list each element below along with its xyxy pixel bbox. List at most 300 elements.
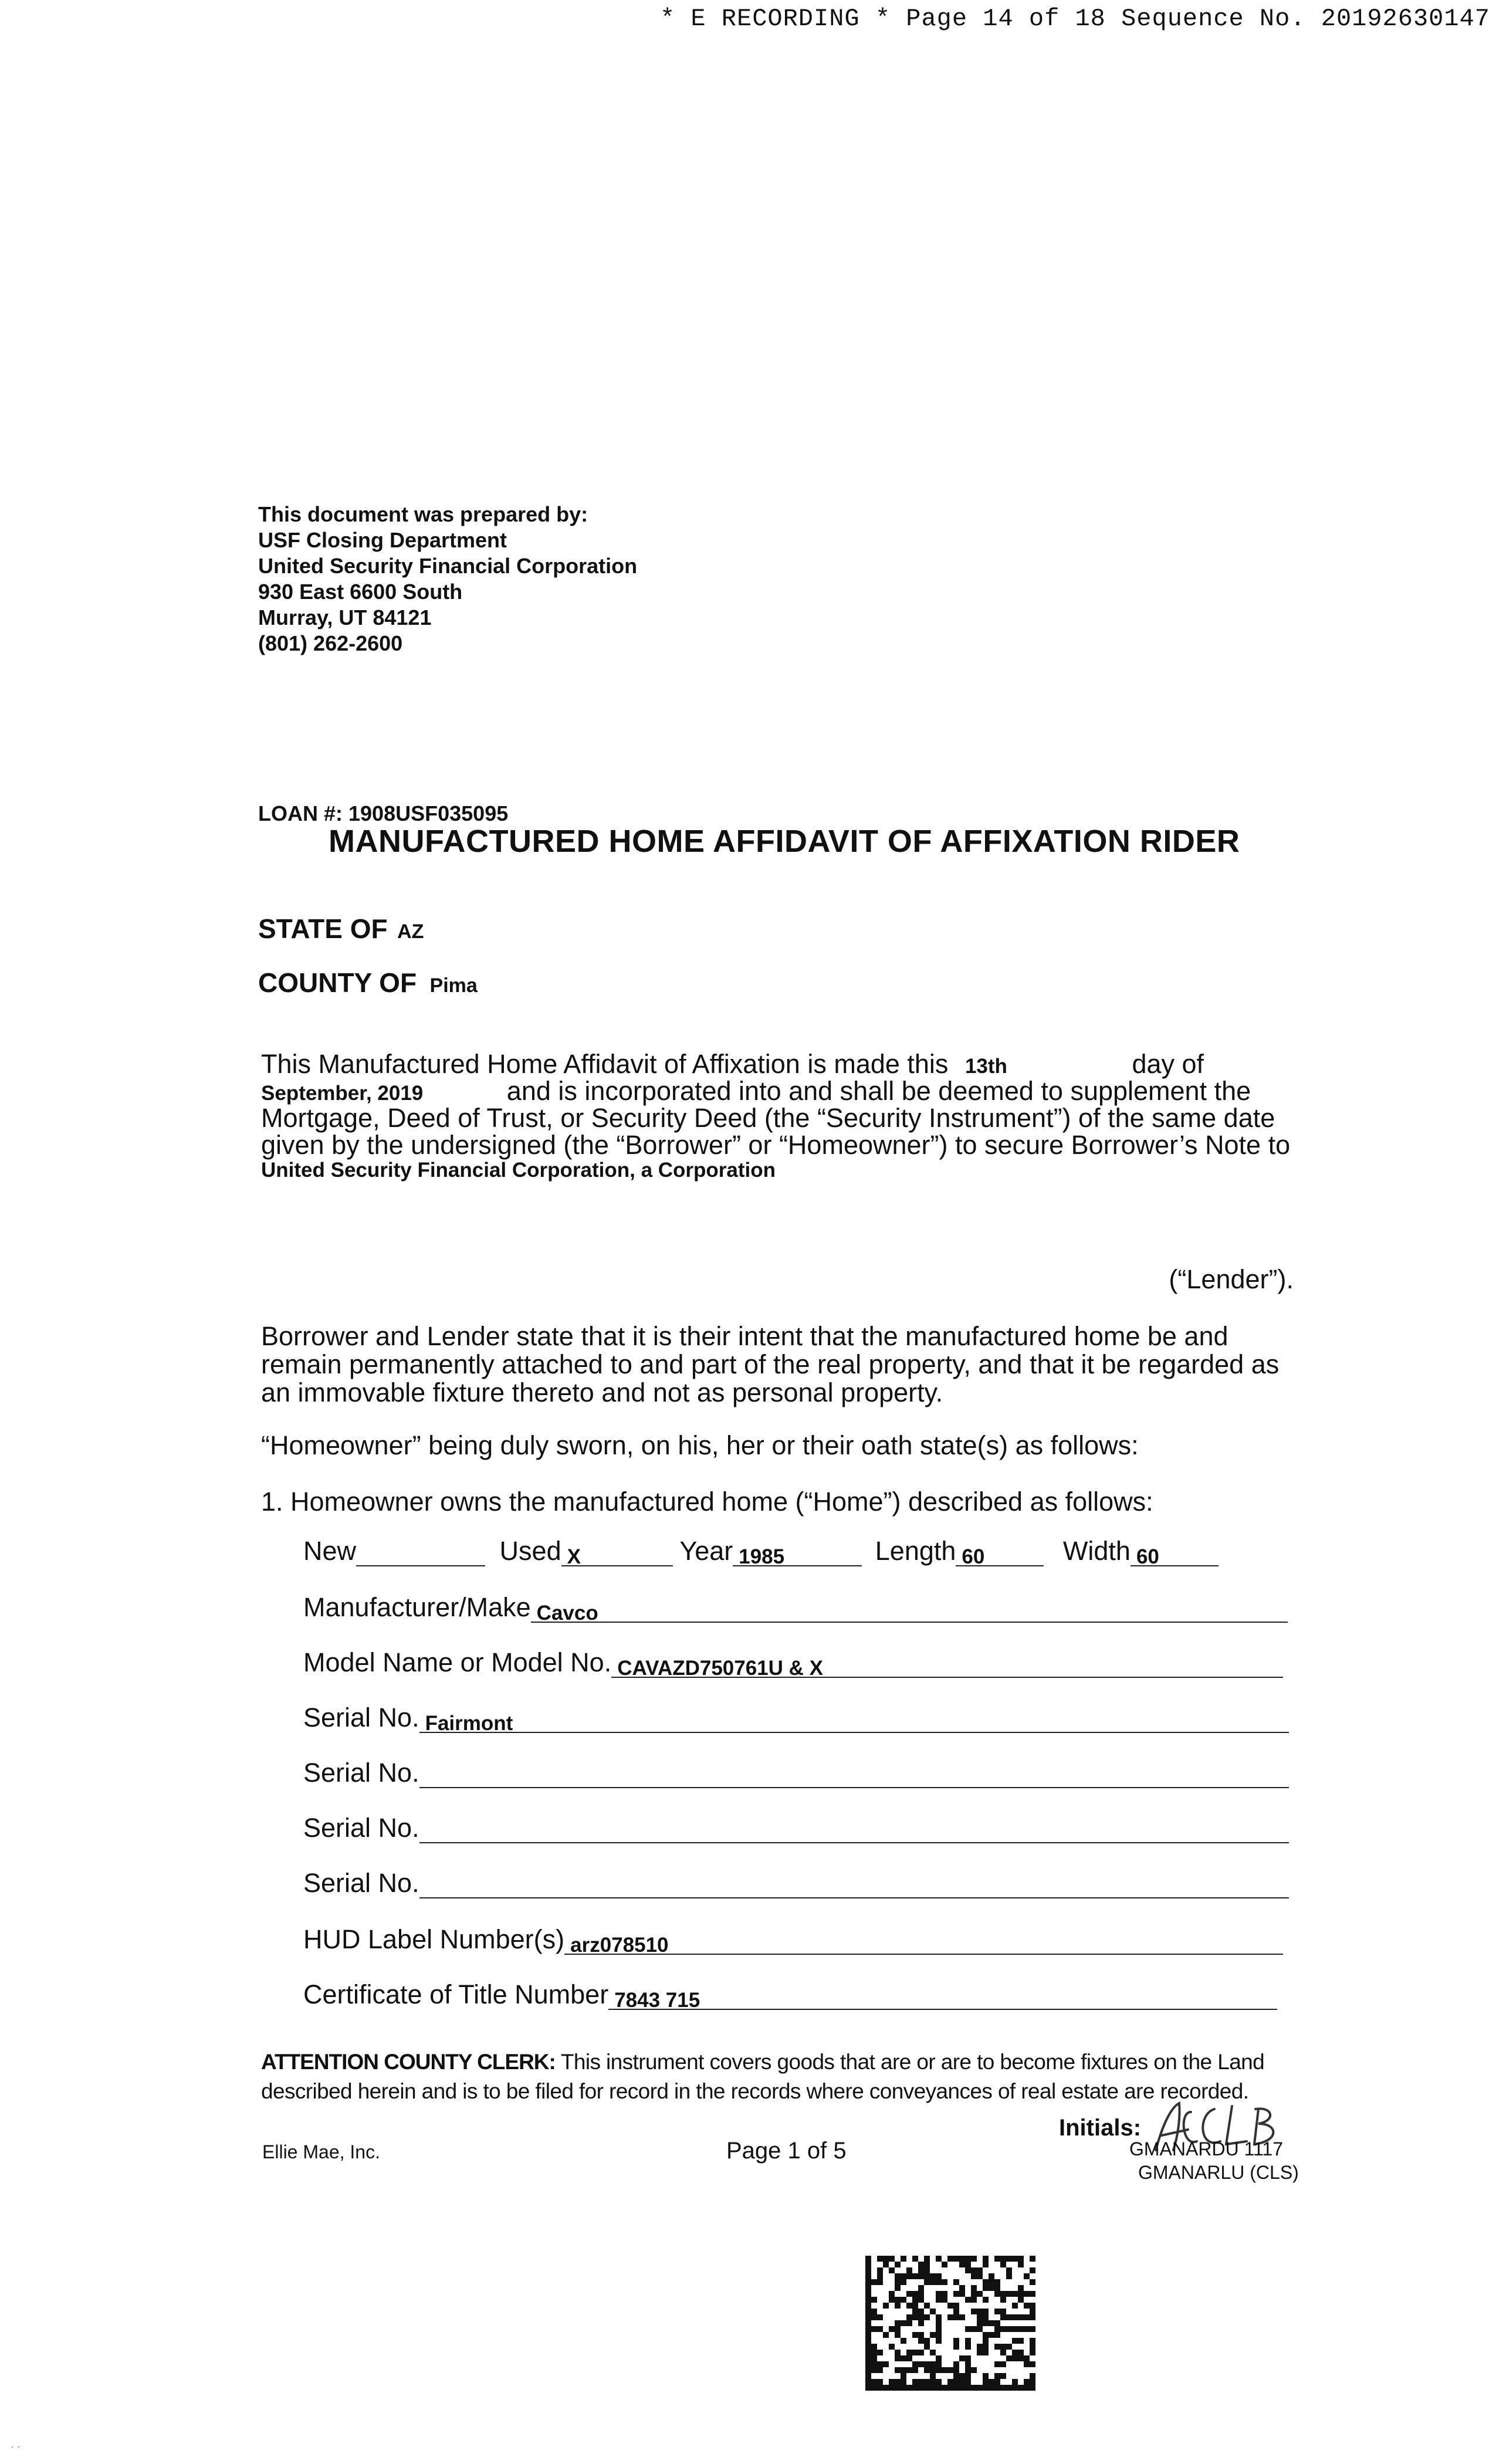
barcode-module — [865, 2291, 871, 2297]
barcode-module — [977, 2350, 983, 2355]
barcode-module — [989, 2320, 994, 2326]
new-field — [356, 1538, 485, 1566]
barcode-module — [906, 2291, 912, 2297]
barcode-module — [989, 2379, 994, 2385]
barcode-module — [901, 2385, 906, 2391]
barcode-module — [924, 2256, 930, 2262]
barcode-module — [1018, 2326, 1024, 2332]
hud-field — [564, 1927, 1283, 1955]
barcode-module — [918, 2385, 924, 2391]
barcode-module — [924, 2361, 930, 2367]
title-cert-label: Certificate of Title Number — [303, 1979, 609, 2009]
hud-value: arz078510 — [570, 1934, 669, 1957]
barcode-module — [953, 2385, 959, 2391]
barcode-module — [871, 2297, 877, 2303]
barcode-module — [912, 2309, 918, 2314]
barcode-module — [971, 2285, 977, 2291]
barcode-module — [1024, 2361, 1030, 2367]
intro-line-3: Mortgage, Deed of Trust, or Security Deed (the “Security Instrument”) of the same date — [261, 1103, 1275, 1133]
serial-row — [303, 1758, 1289, 1793]
barcode-module — [971, 2291, 977, 2297]
barcode-module — [865, 2367, 871, 2373]
barcode-module — [936, 2385, 942, 2391]
width-field — [1131, 1538, 1219, 1566]
barcode-module — [1030, 2279, 1035, 2285]
oath-line: “Homeowner” being duly sworn, on his, her or their oath state(s) as follows: — [261, 1430, 1139, 1460]
serial-row — [303, 1868, 1289, 1903]
prepared-by-line: United Security Financial Corporation — [258, 554, 638, 578]
barcode-module — [1006, 2385, 1012, 2391]
state-value: AZ — [397, 920, 424, 943]
barcode-module — [1024, 2326, 1030, 2332]
barcode-module — [953, 2279, 959, 2285]
barcode-module — [1000, 2326, 1006, 2332]
barcode-module — [912, 2273, 918, 2279]
barcode-module — [877, 2367, 883, 2373]
barcode-module — [1030, 2267, 1035, 2273]
barcode-module — [994, 2256, 1000, 2262]
intro-day: 13th — [964, 1055, 1007, 1078]
barcode-module — [912, 2361, 918, 2367]
barcode-module — [947, 2385, 953, 2391]
intro-month-year: September, 2019 — [261, 1082, 424, 1105]
barcode-module — [965, 2326, 971, 2332]
barcode-module — [889, 2385, 895, 2391]
barcode-module — [971, 2326, 977, 2332]
barcode-module — [912, 2303, 918, 2309]
barcode-module — [901, 2338, 906, 2344]
loan-number: 1908USF035095 — [348, 801, 509, 825]
barcode-module — [906, 2385, 912, 2391]
serial-label: Serial No. — [303, 1703, 419, 1732]
barcode-module — [1018, 2350, 1024, 2355]
barcode-module — [953, 2291, 959, 2297]
barcode-module — [983, 2309, 989, 2314]
year-field — [733, 1538, 862, 1566]
model-field — [611, 1650, 1283, 1678]
intro-line-4: given by the undersigned (the “Borrower” or “Homeowner”) to secure Borrower’s Note to — [261, 1130, 1291, 1160]
barcode-module — [895, 2273, 901, 2279]
serial-row — [303, 1703, 1289, 1738]
barcode-module — [871, 2367, 877, 2373]
barcode-module — [912, 2350, 918, 2355]
barcode-module — [918, 2297, 924, 2303]
barcode-module — [947, 2256, 953, 2262]
barcode-module — [1030, 2350, 1035, 2355]
barcode-module — [983, 2320, 989, 2326]
barcode-module — [994, 2285, 1000, 2291]
barcode-module — [912, 2332, 918, 2338]
barcode-module — [924, 2303, 930, 2309]
barcode-module — [865, 2314, 871, 2320]
barcode-module — [959, 2373, 965, 2379]
barcode-module — [883, 2303, 889, 2309]
barcode-module — [1006, 2291, 1012, 2297]
barcode-module — [877, 2273, 883, 2279]
barcode-module — [1018, 2385, 1024, 2391]
barcode-module — [1024, 2314, 1030, 2320]
barcode-module — [895, 2355, 901, 2361]
barcode-module — [1018, 2256, 1024, 2262]
barcode-module — [930, 2350, 936, 2355]
barcode-module — [871, 2314, 877, 2320]
barcode-module — [901, 2355, 906, 2361]
barcode-module — [936, 2297, 942, 2303]
barcode-module — [942, 2297, 947, 2303]
barcode-module — [901, 2379, 906, 2385]
serial-value: Fairmont — [425, 1712, 513, 1735]
barcode-module — [865, 2344, 871, 2350]
county-value: Pima — [429, 974, 478, 997]
barcode-module — [865, 2379, 871, 2385]
barcode-module — [930, 2332, 936, 2338]
barcode-module — [883, 2361, 889, 2367]
barcode-module — [930, 2361, 936, 2367]
serial-row — [303, 1813, 1289, 1848]
intent-paragraph: Borrower and Lender state that it is their intent that the manufactured home be and remain permanently attached to and part of the real property, and that it be regarded as an immovable fixture thereto and not as personal property. — [261, 1321, 1280, 1407]
barcode-module — [971, 2297, 977, 2303]
barcode-module — [936, 2326, 942, 2332]
barcode-module — [977, 2267, 983, 2273]
barcode-module — [889, 2256, 895, 2262]
barcode-module — [865, 2355, 871, 2361]
used-label: Used — [499, 1536, 561, 1566]
barcode-module — [983, 2332, 989, 2338]
barcode-module — [947, 2379, 953, 2385]
intro-text: This Manufactured Home Affidavit of Affixation is made this — [261, 1049, 949, 1079]
serial-field — [419, 1815, 1289, 1843]
barcode-module — [1006, 2355, 1012, 2361]
barcode-module — [918, 2262, 924, 2267]
barcode-module — [1000, 2361, 1006, 2367]
barcode-module — [994, 2344, 1000, 2350]
barcode-module — [1018, 2291, 1024, 2297]
barcode-module — [971, 2256, 977, 2262]
barcode-module — [942, 2279, 947, 2285]
barcode-module — [1000, 2350, 1006, 2355]
barcode-module — [865, 2373, 871, 2379]
barcode-module — [994, 2385, 1000, 2391]
barcode-module — [965, 2367, 971, 2373]
form-code-secondary: GMANARLU (CLS) — [1138, 2162, 1299, 2183]
barcode-module — [865, 2320, 871, 2326]
barcode-module — [936, 2256, 942, 2262]
model-row — [303, 1647, 1283, 1683]
barcode-module — [895, 2326, 901, 2332]
serial-field — [419, 1760, 1289, 1788]
document-title: MANUFACTURED HOME AFFIDAVIT OF AFFIXATION RIDER — [329, 824, 1240, 859]
barcode-module — [901, 2373, 906, 2379]
barcode-module — [912, 2297, 918, 2303]
barcode-module — [953, 2379, 959, 2385]
barcode-module — [953, 2314, 959, 2320]
footer-page-number: Page 1 of 5 — [726, 2138, 847, 2164]
new-label: New — [303, 1536, 357, 1566]
barcode-module — [912, 2379, 918, 2385]
barcode-module — [930, 2309, 936, 2314]
barcode-module — [959, 2262, 965, 2267]
barcode-module — [965, 2379, 971, 2385]
barcode-module — [942, 2262, 947, 2267]
barcode-module — [971, 2267, 977, 2273]
barcode-module — [989, 2279, 994, 2285]
barcode-module — [965, 2338, 971, 2344]
barcode-module — [877, 2326, 883, 2332]
barcode-module — [965, 2355, 971, 2361]
barcode-module — [924, 2267, 930, 2273]
barcode-module — [994, 2320, 1000, 2326]
barcode-module — [918, 2350, 924, 2355]
barcode-module — [1000, 2309, 1006, 2314]
prepared-by-line: 930 East 6600 South — [258, 580, 463, 604]
barcode-module — [877, 2385, 883, 2391]
year-value: 1985 — [739, 1545, 785, 1568]
barcode-module — [865, 2385, 871, 2391]
barcode-module — [983, 2314, 989, 2320]
barcode-module — [953, 2361, 959, 2367]
barcode-module — [965, 2385, 971, 2391]
barcode-module — [1012, 2350, 1018, 2355]
barcode-module — [1012, 2385, 1018, 2391]
barcode-module — [1018, 2262, 1024, 2267]
title-cert-field — [608, 1982, 1277, 2010]
barcode-module — [889, 2326, 895, 2332]
barcode-module — [1000, 2314, 1006, 2320]
barcode-module — [977, 2291, 983, 2297]
attention-label: ATTENTION COUNTY CLERK: — [261, 2050, 556, 2074]
barcode-module — [877, 2361, 883, 2367]
barcode-module — [924, 2262, 930, 2267]
lender-name: United Security Financial Corporation, a Corporation — [261, 1159, 776, 1182]
barcode-module — [871, 2379, 877, 2385]
barcode-module — [918, 2320, 924, 2326]
barcode-module — [871, 2361, 877, 2367]
barcode-module — [895, 2285, 901, 2291]
barcode-module — [1006, 2326, 1012, 2332]
barcode-module — [1030, 2314, 1035, 2320]
barcode-module — [889, 2344, 895, 2350]
barcode-module — [1012, 2256, 1018, 2262]
hud-label: HUD Label Number(s) — [303, 1924, 565, 1954]
barcode-module — [865, 2262, 871, 2267]
barcode-module — [895, 2379, 901, 2385]
barcode-module — [942, 2291, 947, 2297]
barcode-module — [889, 2379, 895, 2385]
barcode-module — [953, 2338, 959, 2344]
barcode-module — [906, 2267, 912, 2273]
barcode-module — [918, 2267, 924, 2273]
barcode-module — [918, 2273, 924, 2279]
barcode-module — [1030, 2379, 1035, 2385]
barcode-module — [989, 2385, 994, 2391]
barcode-module — [942, 2385, 947, 2391]
barcode-module — [918, 2338, 924, 2344]
barcode-module — [1018, 2355, 1024, 2361]
barcode-module — [1024, 2303, 1030, 2309]
barcode-module — [895, 2350, 901, 2355]
barcode-module — [1000, 2373, 1006, 2379]
barcode-module — [1006, 2273, 1012, 2279]
barcode-module — [871, 2279, 877, 2285]
barcode-module — [889, 2297, 895, 2303]
barcode-module — [877, 2350, 883, 2355]
barcode-module — [971, 2273, 977, 2279]
barcode-module — [1012, 2338, 1018, 2344]
barcode-module — [930, 2385, 936, 2391]
intro-day-of: day of — [1132, 1049, 1204, 1079]
barcode-module — [877, 2279, 883, 2285]
form-code-primary: GMANARDU 1117 — [1129, 2138, 1283, 2160]
barcode-module — [1030, 2338, 1035, 2344]
barcode-module — [953, 2256, 959, 2262]
barcode-module — [1024, 2291, 1030, 2297]
barcode-module — [918, 2291, 924, 2297]
barcode-module — [977, 2314, 983, 2320]
barcode-module — [871, 2326, 877, 2332]
barcode-module — [1024, 2273, 1030, 2279]
barcode-module — [865, 2361, 871, 2367]
barcode-module — [1000, 2262, 1006, 2267]
barcode-module — [901, 2297, 906, 2303]
barcode-module — [865, 2273, 871, 2279]
barcode-module — [895, 2279, 901, 2285]
barcode-module — [889, 2267, 895, 2273]
barcode-module — [883, 2256, 889, 2262]
barcode-module — [971, 2309, 977, 2314]
barcode-module — [912, 2256, 918, 2262]
barcode-module — [901, 2256, 906, 2262]
barcode-module — [1000, 2297, 1006, 2303]
barcode-module — [942, 2367, 947, 2373]
barcode-module — [924, 2314, 930, 2320]
barcode-module — [1012, 2291, 1018, 2297]
barcode-module — [977, 2385, 983, 2391]
barcode-module — [871, 2355, 877, 2361]
barcode-module — [865, 2285, 871, 2291]
barcode-module — [895, 2297, 901, 2303]
barcode-module — [965, 2373, 971, 2379]
barcode-module — [865, 2338, 871, 2344]
barcode-module — [924, 2344, 930, 2350]
barcode-module — [1000, 2256, 1006, 2262]
barcode-module — [906, 2303, 912, 2309]
barcode-module — [906, 2350, 912, 2355]
barcode-module — [994, 2379, 1000, 2385]
barcode-module — [924, 2367, 930, 2373]
barcode-module — [936, 2367, 942, 2373]
barcode-module — [1012, 2303, 1018, 2309]
barcode-module — [1030, 2373, 1035, 2379]
barcode-module — [930, 2279, 936, 2285]
serial-field — [419, 1870, 1289, 1898]
barcode-module — [959, 2355, 965, 2361]
barcode-module — [924, 2273, 930, 2279]
used-value: X — [567, 1545, 581, 1568]
barcode-module — [953, 2344, 959, 2350]
barcode-module — [936, 2379, 942, 2385]
barcode-module — [924, 2385, 930, 2391]
home-status-row — [303, 1536, 1219, 1571]
barcode-module — [912, 2367, 918, 2373]
barcode-module — [953, 2367, 959, 2373]
state-row — [258, 913, 424, 945]
barcode-module — [977, 2309, 983, 2314]
barcode-module — [959, 2256, 965, 2262]
serial-label: Serial No. — [303, 1813, 419, 1843]
barcode-module — [865, 2332, 871, 2338]
barcode-module — [930, 2367, 936, 2373]
recording-stamp: * E RECORDING * Page 14 of 18 Sequence No. 20192630147 — [659, 5, 1490, 33]
title-cert-row — [303, 1979, 1277, 2015]
barcode-module — [865, 2303, 871, 2309]
intro-text: and is incorporated into and shall be deemed to supplement the — [506, 1076, 1251, 1106]
barcode-module — [936, 2361, 942, 2367]
barcode-module — [994, 2326, 1000, 2332]
barcode-module — [983, 2344, 989, 2350]
barcode-module — [901, 2367, 906, 2373]
barcode-module — [877, 2379, 883, 2385]
model-label: Model Name or Model No. — [303, 1647, 612, 1677]
barcode-module — [936, 2314, 942, 2320]
barcode-module — [918, 2314, 924, 2320]
barcode-module — [1006, 2267, 1012, 2273]
barcode-module — [1024, 2385, 1030, 2391]
barcode-module — [865, 2256, 871, 2262]
barcode-module — [959, 2291, 965, 2297]
scan-artifact: · · — [11, 2441, 21, 2452]
barcode-module — [953, 2373, 959, 2379]
serial-field — [419, 1705, 1289, 1733]
barcode-module — [936, 2320, 942, 2326]
barcode-module — [924, 2338, 930, 2344]
barcode-module — [901, 2320, 906, 2326]
barcode-module — [895, 2367, 901, 2373]
barcode-module — [1012, 2326, 1018, 2332]
barcode-module — [930, 2273, 936, 2279]
barcode-module — [918, 2309, 924, 2314]
barcode-module — [1030, 2344, 1035, 2350]
barcode-module — [883, 2332, 889, 2338]
barcode-module — [965, 2262, 971, 2267]
lender-suffix: (“Lender”). — [1169, 1264, 1294, 1294]
barcode-module — [924, 2279, 930, 2285]
barcode-module — [965, 2267, 971, 2273]
barcode-module — [994, 2279, 1000, 2285]
barcode-module — [895, 2303, 901, 2309]
barcode-module — [965, 2256, 971, 2262]
barcode-module — [865, 2297, 871, 2303]
barcode-module — [983, 2373, 989, 2379]
barcode-module — [959, 2285, 965, 2291]
prepared-by-line: Murray, UT 84121 — [258, 605, 432, 629]
initials-label: Initials: — [1059, 2115, 1142, 2141]
prepared-by-line: (801) 262-2600 — [258, 631, 403, 655]
barcode-module — [983, 2256, 989, 2262]
barcode-module — [994, 2373, 1000, 2379]
barcode-module — [871, 2344, 877, 2350]
barcode-module — [883, 2385, 889, 2391]
barcode-module — [947, 2367, 953, 2373]
barcode-module — [918, 2332, 924, 2338]
barcode-module — [977, 2320, 983, 2326]
barcode-module — [1000, 2291, 1006, 2297]
barcode-module — [906, 2355, 912, 2361]
barcode-module — [983, 2350, 989, 2355]
barcode-module — [1030, 2303, 1035, 2309]
barcode-module — [983, 2262, 989, 2267]
barcode-module — [1018, 2285, 1024, 2291]
barcode-module — [994, 2361, 1000, 2367]
